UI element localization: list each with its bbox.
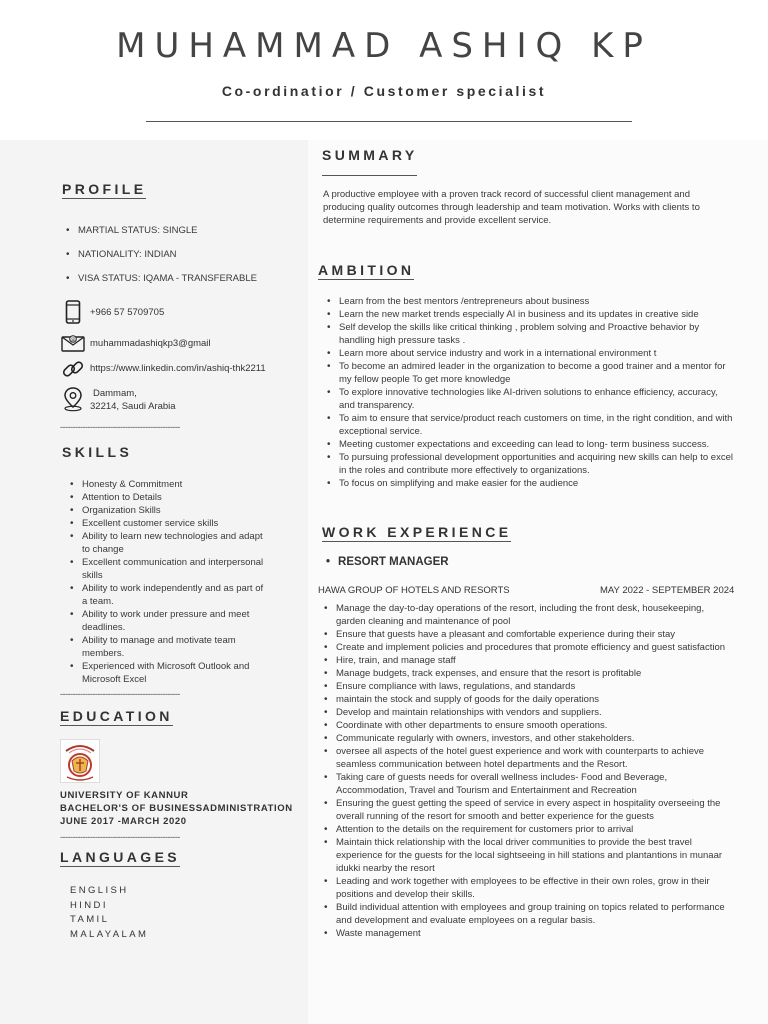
language-item: TAMIL — [70, 914, 110, 926]
job-title: • RESORT MANAGER — [326, 556, 449, 568]
location-icon — [60, 386, 86, 412]
work-experience-heading: WORK EXPERIENCE — [322, 524, 512, 540]
job-duty-item: • Coordinate with other departments to ensure smooth operations. — [322, 719, 732, 732]
linkedin-url[interactable]: https://www.linkedin.com/in/ashiq-thk2211 — [90, 363, 266, 374]
ambition-heading: AMBITION — [318, 262, 415, 278]
language-item: ENGLISH — [70, 885, 129, 896]
job-duty-item: • Leading and work together with employees to be effective in their own roles, grow in their positions and develop their skills. — [322, 875, 732, 901]
job-duty-item: • oversee all aspects of the hotel guest experience and work with counterparts to achieve seamless communication between hotel departments and the Resort. — [322, 745, 732, 771]
address-line-2: 32214, Saudi Arabia — [90, 401, 176, 412]
ambition-item: • To aim to ensure that service/product reach customers on time, in the right condition, and with exceptional service. — [325, 412, 733, 438]
contact-phone — [60, 300, 306, 324]
ambition-item: • Learn the new market trends especially AI in business and its updates in creative side — [325, 308, 733, 321]
email-icon — [60, 334, 86, 352]
skill-item: • Organization Skills — [68, 504, 264, 517]
languages-heading: LANGUAGES — [60, 849, 181, 865]
degree-name: BACHELOR'S OF BUSINESSADMINISTRATION — [60, 803, 293, 814]
link-icon — [60, 357, 86, 381]
skill-item: • Experienced with Microsoft Outlook and Microsoft Excel — [68, 660, 264, 686]
skill-item: • Attention to Details — [68, 491, 264, 504]
ambition-item: • Self develop the skills like critical thinking , problem solving and Proactive behavior by handling high pressure tasks . — [325, 321, 733, 347]
contact-linkedin — [60, 357, 306, 381]
university-name: UNIVERSITY OF KANNUR — [60, 790, 189, 801]
job-duties-list — [322, 602, 732, 940]
job-duty-item: • Maintain thick relationship with the local driver communities to provide the best travel experience for the guests for the local sightseeing in hill stations and plantantions in munaar idukki nearby the resort — [322, 836, 732, 875]
languages-list — [70, 884, 148, 943]
ambition-item: • To explore innovative technologies like AI-driven solutions to enhance efficiency, accuracy, and transparency. — [325, 386, 733, 412]
university-logo — [60, 739, 100, 783]
job-duty-item: • Ensure that guests have a pleasant and comfortable experience during their stay — [322, 628, 732, 641]
ambition-item: • Learn from the best mentors /entrepreneurs about business — [325, 295, 733, 308]
job-duty-item: • Manage the day-to-day operations of the resort, including the front desk, housekeeping, garden cleaning and maintenance of pool — [322, 602, 732, 628]
ambition-item: • To become an admired leader in the organization to become a good trainer and a mentor for my fellow people To get more knowledge — [325, 360, 733, 386]
job-duty-item: • maintain the stock and supply of goods for the daily operations — [322, 693, 732, 706]
section-divider: ------------------------------------------------ — [60, 422, 180, 432]
summary-underline — [322, 175, 417, 176]
job-duty-item: • Attention to the details on the requirement for customers prior to arrival — [322, 823, 732, 836]
resume-role: Co-ordinatior / Customer specialist — [221, 83, 547, 99]
skill-item: • Excellent customer service skills — [68, 517, 264, 530]
address — [90, 386, 176, 413]
job-duty-item: • Develop and maintain relationships with vendors and suppliers. — [322, 706, 732, 719]
skills-heading: SKILLS — [62, 444, 133, 460]
phone-number: +966 57 5709705 — [90, 307, 165, 318]
job-duty-item: • Waste management — [322, 927, 732, 940]
language-item: MALAYALAM — [70, 929, 149, 941]
skill-item: • Excellent communication and interpersonal skills — [68, 556, 264, 582]
summary-heading: SUMMARY — [322, 147, 418, 163]
contact-email — [60, 334, 306, 352]
job-duty-item: • Hire, train, and manage staff — [322, 654, 732, 667]
profile-list — [64, 224, 304, 296]
section-divider: ------------------------------------------------ — [60, 689, 180, 699]
education-details — [60, 789, 293, 828]
job-dates: MAY 2022 - SEPTEMBER 2024 — [600, 585, 735, 596]
education-heading: EDUCATION — [60, 708, 173, 724]
skills-list — [68, 478, 264, 686]
job-duty-item: • Communicate regularly with owners, investors, and other stakeholders. — [322, 732, 732, 745]
summary-text: A productive employee with a proven track record of successful client management and producing quality outcomes through leadership and team motivation. Works with clients to determine requirements and provide excellent service. — [323, 189, 700, 226]
company-name: HAWA GROUP OF HOTELS AND RESORTS — [318, 585, 510, 596]
email-address[interactable]: muhammadashiqkp3@gmail — [90, 338, 211, 349]
job-duty-item: • Ensure compliance with laws, regulations, and standards — [322, 680, 732, 693]
language-item: HINDI — [70, 899, 108, 911]
education-dates: JUNE 2017 -MARCH 2020 — [60, 816, 187, 827]
profile-item: • MARTIAL STATUS: SINGLE — [64, 224, 304, 237]
profile-item: • NATIONALITY: INDIAN — [64, 248, 304, 261]
job-duty-item: • Create and implement policies and procedures that promote efficiency and guest satisfaction — [322, 641, 732, 654]
job-duty-item: • Build individual attention with employees and group training on topics related to performance and development and evaluate employees on a regular basis. — [322, 901, 732, 927]
contact-address — [60, 386, 306, 413]
ambition-item: • Learn more about service industry and work in a international environment t — [325, 347, 733, 360]
ambition-item: • Meeting customer expectations and exceeding can lead to long- term business success. — [325, 438, 733, 451]
svg-text:@: @ — [70, 337, 76, 343]
ambition-list — [325, 295, 733, 490]
profile-item: • VISA STATUS: IQAMA - TRANSFERABLE — [64, 272, 304, 285]
section-divider: ------------------------------------------------ — [60, 832, 180, 842]
job-duty-item: • Taking care of guests needs for overall wellness includes- Food and Beverage, Accommodation, Travel and Tourism and Entertainment and Recreation — [322, 771, 732, 797]
resume-name: MUHAMMAD ASHIQ KP — [116, 26, 652, 66]
address-line-1: Dammam, — [93, 388, 137, 399]
job-duty-item: • Manage budgets, track expenses, and ensure that the resort is profitable — [322, 667, 732, 680]
profile-heading: PROFILE — [62, 181, 147, 197]
ambition-item: • To focus on simplifying and make easier for the audience — [325, 477, 733, 490]
ambition-item: • To pursuing professional development opportunities and acquiring new skills can help to excel in the roles and contribute more effectively to organizations. — [325, 451, 733, 477]
skill-item: • Ability to work under pressure and meet deadlines. — [68, 608, 264, 634]
job-duty-item: • Ensuring the guest getting the speed of service in every aspect in hospitality overseeing the overall running of the resort for smooth and better experience for the guests — [322, 797, 732, 823]
header-divider — [146, 121, 632, 122]
skill-item: • Ability to work independently and as part of a team. — [68, 582, 264, 608]
skill-item: • Ability to learn new technologies and adapt to change — [68, 530, 264, 556]
skill-item: • Honesty & Commitment — [68, 478, 264, 491]
phone-icon — [60, 300, 86, 324]
skill-item: • Ability to manage and motivate team members. — [68, 634, 264, 660]
